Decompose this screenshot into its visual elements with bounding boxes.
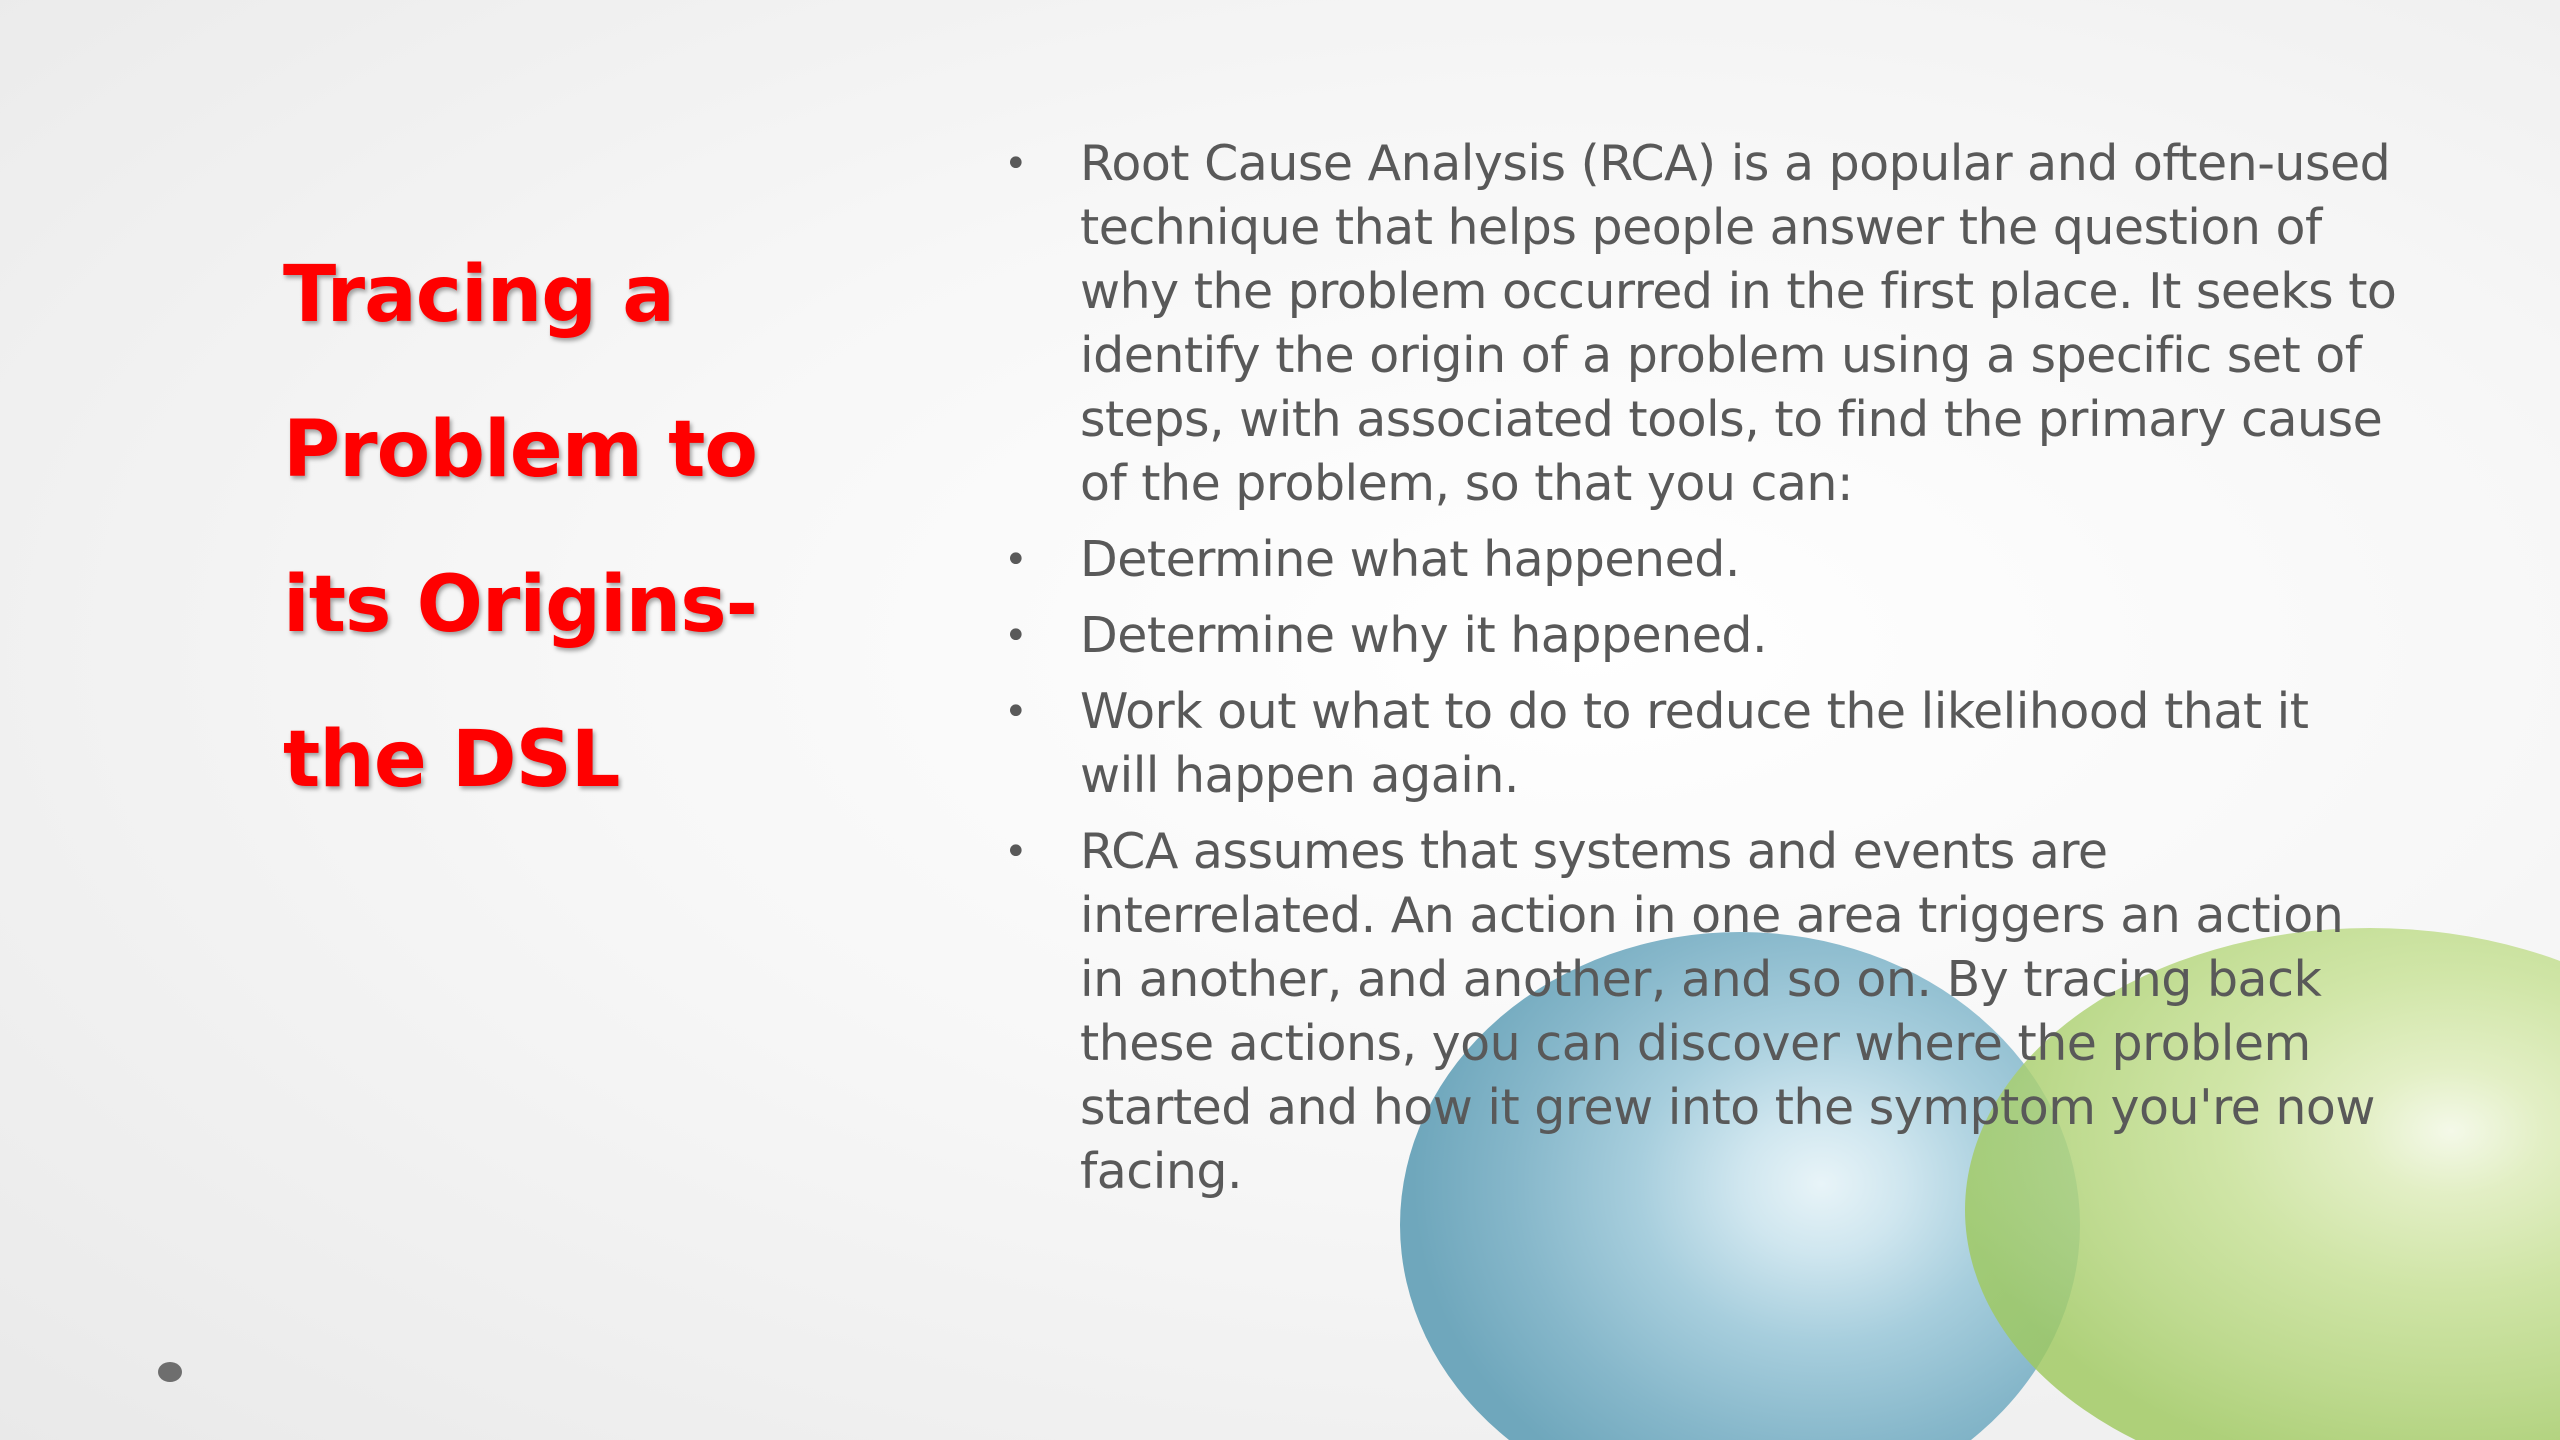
bullet-item	[1000, 604, 2400, 668]
bullet-icon: •	[1004, 537, 1028, 583]
bullet-text: Determine why it happened.	[1080, 607, 1768, 664]
title-line: its Origins-	[283, 560, 758, 650]
bullet-item	[1000, 132, 2400, 516]
bullet-icon: •	[1004, 141, 1028, 187]
slide-indicator-dot	[158, 1362, 182, 1382]
bullet-item	[1000, 680, 2400, 808]
bullet-icon: •	[1004, 613, 1028, 659]
bullet-text: RCA assumes that systems and events are interrelated. An action in one area triggers an action in another, and another, and so on. By tracing back these actions, you can discover where the problem started and how it grew into the symptom you're now facing.	[1080, 823, 2375, 1200]
bullet-list	[1000, 132, 2400, 1204]
bullet-text: Root Cause Analysis (RCA) is a popular and often-used technique that helps people answer the question of why the problem occurred in the first place. It seeks to identify the origin of a problem using a specific set of steps, with associated tools, to find the primary cause of the problem, so that you can:	[1080, 135, 2397, 512]
title-line: Tracing a	[283, 250, 674, 340]
bullet-item	[1000, 820, 2400, 1204]
bullet-icon: •	[1004, 829, 1028, 875]
title-line: the DSL	[283, 715, 620, 805]
bullet-icon: •	[1004, 689, 1028, 735]
bullet-text: Determine what happened.	[1080, 531, 1740, 588]
slide-title	[283, 218, 843, 838]
bullet-list-container	[1000, 132, 2400, 1216]
title-line: Problem to	[283, 405, 757, 495]
bullet-text: Work out what to do to reduce the likelihood that it will happen again.	[1080, 683, 2309, 804]
bullet-item	[1000, 528, 2400, 592]
